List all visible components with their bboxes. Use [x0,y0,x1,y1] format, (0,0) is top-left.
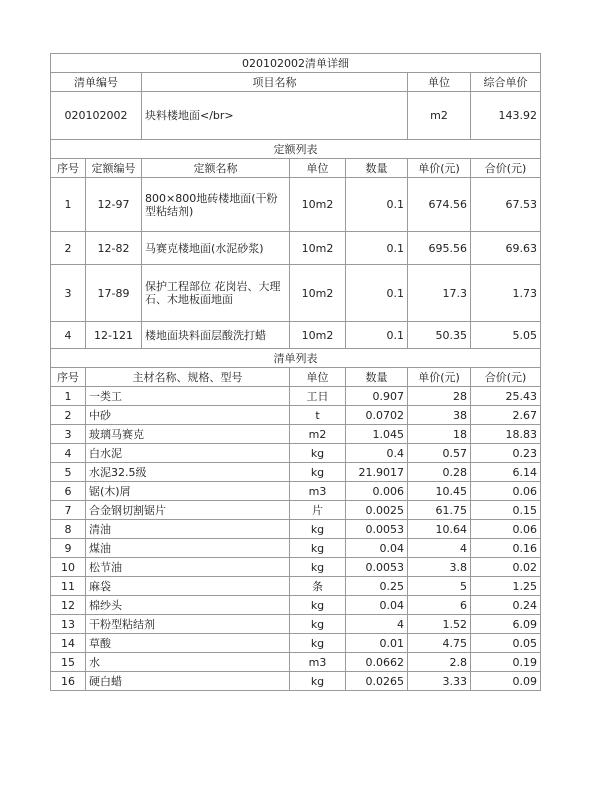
material-qty: 0.25 [346,577,408,596]
material-price: 10.64 [408,520,471,539]
material-seq: 12 [51,596,86,615]
material-total: 0.23 [471,444,541,463]
quota-qty: 0.1 [346,322,408,349]
material-row [51,653,541,672]
material-total: 2.67 [471,406,541,425]
material-qty: 0.4 [346,444,408,463]
material-seq: 6 [51,482,86,501]
material-unit: kg [290,672,346,691]
material-qty: 0.0265 [346,672,408,691]
bill-unit: m2 [408,92,471,140]
material-seq: 13 [51,615,86,634]
material-unit: 条 [290,577,346,596]
material-total: 0.15 [471,501,541,520]
material-name: 白水泥 [86,444,290,463]
material-unit: m2 [290,425,346,444]
quota-code: 12-97 [86,178,142,232]
material-unit: kg [290,539,346,558]
quota-price: 17.3 [408,265,471,322]
quota-row [51,322,541,349]
material-price: 4 [408,539,471,558]
material-name: 清油 [86,520,290,539]
quota-total: 69.63 [471,232,541,265]
bill-name: 块料楼地面</br> [142,92,408,140]
material-name: 干粉型粘结剂 [86,615,290,634]
material-seq: 16 [51,672,86,691]
material-name: 草酸 [86,634,290,653]
material-total: 0.24 [471,596,541,615]
quota-section-row [51,140,541,159]
quota-unit: 10m2 [290,178,346,232]
material-total: 0.16 [471,539,541,558]
material-name: 水 [86,653,290,672]
material-name: 一类工 [86,387,290,406]
quota-name: 楼地面块料面层酸洗打蜡 [142,322,290,349]
quota-seq-header: 序号 [51,159,86,178]
material-name: 松节油 [86,558,290,577]
material-seq: 5 [51,463,86,482]
quota-seq: 4 [51,322,86,349]
material-qty: 0.0025 [346,501,408,520]
material-unit: m3 [290,482,346,501]
material-name: 煤油 [86,539,290,558]
bill-code-header: 清单编号 [51,73,142,92]
material-total: 1.25 [471,577,541,596]
quota-price-header: 单价(元) [408,159,471,178]
material-price: 3.33 [408,672,471,691]
material-price: 18 [408,425,471,444]
material-price: 6 [408,596,471,615]
material-qty: 0.0702 [346,406,408,425]
material-name: 水泥32.5级 [86,463,290,482]
material-total: 0.05 [471,634,541,653]
quota-qty: 0.1 [346,232,408,265]
quota-total: 67.53 [471,178,541,232]
material-price: 4.75 [408,634,471,653]
material-unit: kg [290,444,346,463]
material-total: 0.09 [471,672,541,691]
quota-row [51,265,541,322]
quota-qty: 0.1 [346,178,408,232]
material-row [51,539,541,558]
bill-code: 020102002 [51,92,142,140]
material-seq: 8 [51,520,86,539]
material-row [51,520,541,539]
material-unit: kg [290,596,346,615]
material-row [51,501,541,520]
quota-row [51,232,541,265]
material-total: 25.43 [471,387,541,406]
quota-code: 17-89 [86,265,142,322]
quota-seq: 3 [51,265,86,322]
material-qty-header: 数量 [346,368,408,387]
material-total: 0.02 [471,558,541,577]
material-total: 0.06 [471,482,541,501]
material-row [51,387,541,406]
material-unit: t [290,406,346,425]
material-seq: 15 [51,653,86,672]
quota-name: 马赛克楼地面(水泥砂浆) [142,232,290,265]
quota-section-title: 定额列表 [51,140,541,159]
material-unit-header: 单位 [290,368,346,387]
bill-name-header: 项目名称 [142,73,408,92]
material-qty: 0.907 [346,387,408,406]
quota-total: 5.05 [471,322,541,349]
title-row [51,54,541,73]
quota-seq: 2 [51,232,86,265]
quota-qty-header: 数量 [346,159,408,178]
material-section-title: 清单列表 [51,349,541,368]
quota-seq: 1 [51,178,86,232]
material-seq: 1 [51,387,86,406]
material-price: 28 [408,387,471,406]
quota-name: 保护工程部位 花岗岩、大理石、木地板面地面 [142,265,290,322]
quota-row [51,178,541,232]
material-qty: 21.9017 [346,463,408,482]
material-row [51,558,541,577]
bill-price-header: 综合单价 [471,73,541,92]
material-row [51,444,541,463]
quota-unit: 10m2 [290,232,346,265]
material-qty: 1.045 [346,425,408,444]
material-row [51,482,541,501]
material-price: 0.57 [408,444,471,463]
quota-code: 12-121 [86,322,142,349]
material-seq: 14 [51,634,86,653]
bill-detail-table [50,53,541,691]
material-unit: kg [290,634,346,653]
material-qty: 0.0053 [346,520,408,539]
material-price: 5 [408,577,471,596]
quota-name: 800×800地砖楼地面(干粉型粘结剂) [142,178,290,232]
quota-code: 12-82 [86,232,142,265]
quota-header-row [51,159,541,178]
material-seq: 7 [51,501,86,520]
material-row [51,463,541,482]
material-seq: 10 [51,558,86,577]
material-qty: 0.01 [346,634,408,653]
material-price: 38 [408,406,471,425]
material-qty: 0.0053 [346,558,408,577]
quota-unit: 10m2 [290,322,346,349]
material-price: 1.52 [408,615,471,634]
quota-price: 50.35 [408,322,471,349]
material-qty: 0.04 [346,539,408,558]
material-unit: 片 [290,501,346,520]
bill-row [51,92,541,140]
material-unit: kg [290,520,346,539]
material-unit: m3 [290,653,346,672]
quota-price: 695.56 [408,232,471,265]
material-header-row [51,368,541,387]
material-row [51,596,541,615]
material-seq: 4 [51,444,86,463]
material-row [51,577,541,596]
bill-header-row [51,73,541,92]
material-total: 18.83 [471,425,541,444]
material-row [51,425,541,444]
material-qty: 0.04 [346,596,408,615]
material-qty: 0.0662 [346,653,408,672]
material-name: 合金钢切割锯片 [86,501,290,520]
material-price: 61.75 [408,501,471,520]
material-qty: 4 [346,615,408,634]
material-total: 0.19 [471,653,541,672]
material-name: 棉纱头 [86,596,290,615]
material-name: 硬白蜡 [86,672,290,691]
quota-unit-header: 单位 [290,159,346,178]
material-price: 0.28 [408,463,471,482]
table-title: 020102002清单详细 [51,54,541,73]
material-seq: 11 [51,577,86,596]
material-name: 麻袋 [86,577,290,596]
material-name: 中砂 [86,406,290,425]
quota-unit: 10m2 [290,265,346,322]
material-price: 2.8 [408,653,471,672]
material-total: 6.14 [471,463,541,482]
material-total-header: 合价(元) [471,368,541,387]
material-total: 6.09 [471,615,541,634]
quota-code-header: 定额编号 [86,159,142,178]
quota-total-header: 合价(元) [471,159,541,178]
material-name: 玻璃马赛克 [86,425,290,444]
material-unit: kg [290,463,346,482]
material-price: 10.45 [408,482,471,501]
bill-price: 143.92 [471,92,541,140]
material-name: 锯(木)屑 [86,482,290,501]
quota-total: 1.73 [471,265,541,322]
material-seq: 2 [51,406,86,425]
material-name-header: 主材名称、规格、型号 [86,368,290,387]
material-unit: 工日 [290,387,346,406]
material-row [51,406,541,425]
material-seq: 9 [51,539,86,558]
quota-price: 674.56 [408,178,471,232]
material-section-row [51,349,541,368]
material-seq: 3 [51,425,86,444]
material-row [51,672,541,691]
quota-qty: 0.1 [346,265,408,322]
material-qty: 0.006 [346,482,408,501]
material-unit: kg [290,558,346,577]
material-price: 3.8 [408,558,471,577]
bill-unit-header: 单位 [408,73,471,92]
material-total: 0.06 [471,520,541,539]
material-price-header: 单价(元) [408,368,471,387]
quota-name-header: 定额名称 [142,159,290,178]
material-row [51,615,541,634]
material-seq-header: 序号 [51,368,86,387]
material-row [51,634,541,653]
material-unit: kg [290,615,346,634]
